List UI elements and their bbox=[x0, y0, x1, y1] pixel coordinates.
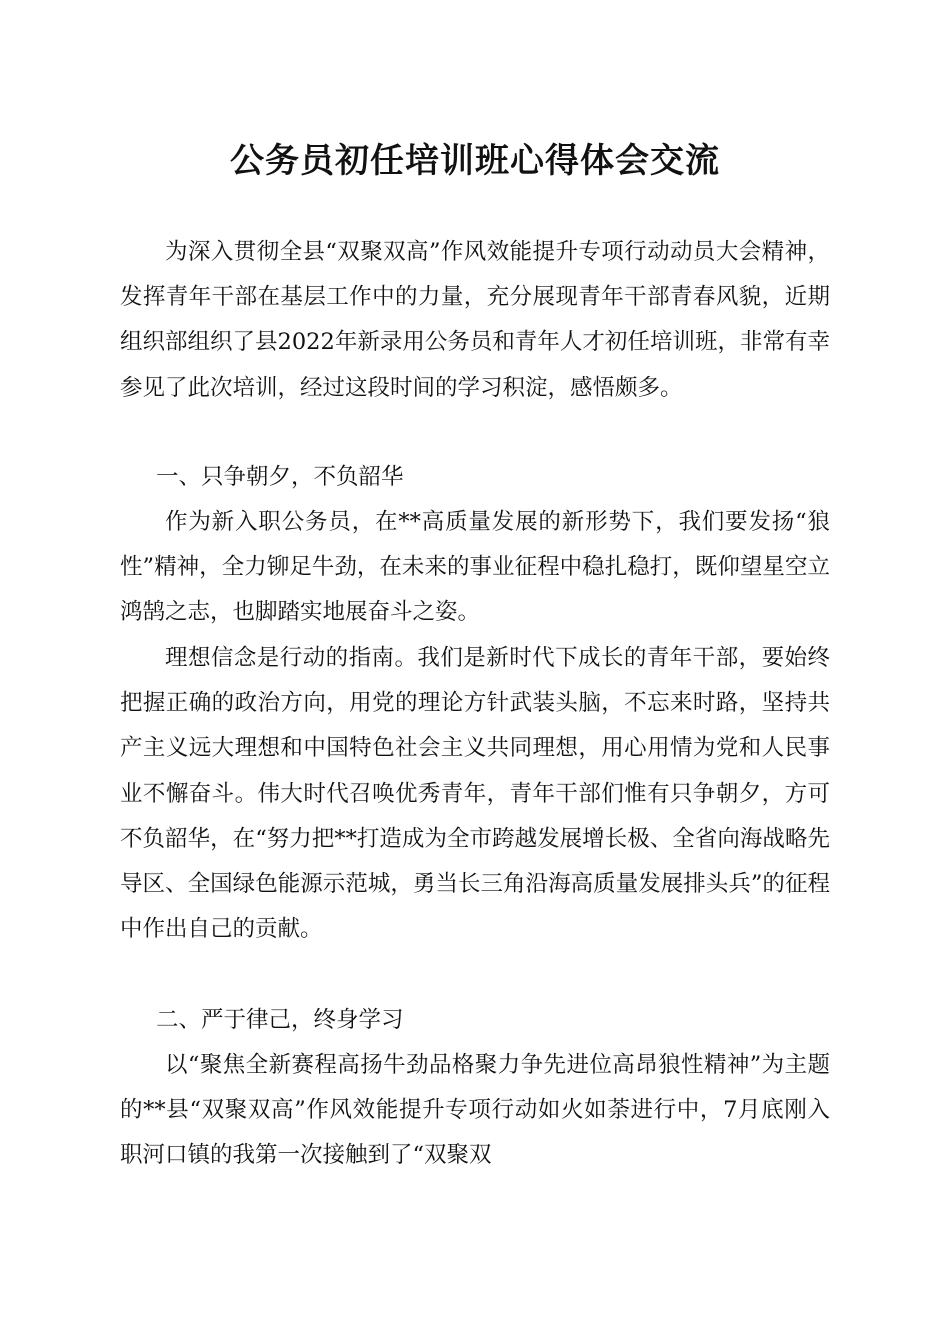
paragraph-intro: 为深入贯彻全县“双聚双高”作风效能提升专项行动动员大会精神，发挥青年干部在基层工作中的力量，充分展现青年干部青春风貌，近期组织部组织了县2022年新录用公务员和青年人才初任培训班，非常有幸参见了此次培训，经过这段时间的学习积淀，感悟颇多。 bbox=[120, 239, 830, 401]
paragraph-section-1-a: 作为新入职公务员，在**高质量发展的新形势下，我们要发扬“狼性”精神，全力铆足牛劲，在未来的事业征程中稳扎稳打，既仰望星空立鸿鹄之志，也脚踏实地展奋斗之姿。 bbox=[120, 509, 830, 626]
document-title: 公务员初任培训班心得体会交流 bbox=[230, 141, 720, 181]
paragraph-section-1-b: 理想信念是行动的指南。我们是新时代下成长的青年干部，要始终把握正确的政治方向，用党的理论方针武装头脑，不忘来时路，坚持共产主义远大理想和中国特色社会主义共同理想，用心用情为党和人民事业不懈奋斗。伟大时代召唤优秀青年，青年干部们惟有只争朝夕，方可不负韶华，在“努力把**打造成为全市跨越发展增长极、全省向海战略先导区、全国绿色能源示范城，勇当长三角沿海高质量发展排头兵”的征程中作出自己的贡献。 bbox=[120, 645, 830, 943]
paragraph-section-2-a: 以“聚焦全新赛程高扬牛劲品格聚力争先进位高昂狼性精神”为主题的**县“双聚双高”作风效能提升专项行动如火如荼进行中，7月底刚入职河口镇的我第一次接触到了“双聚双 bbox=[120, 1052, 830, 1169]
section-heading-1: 一、只争朝夕，不负韶华 bbox=[156, 464, 404, 490]
section-heading-2: 二、严于律己，终身学习 bbox=[156, 1007, 404, 1033]
